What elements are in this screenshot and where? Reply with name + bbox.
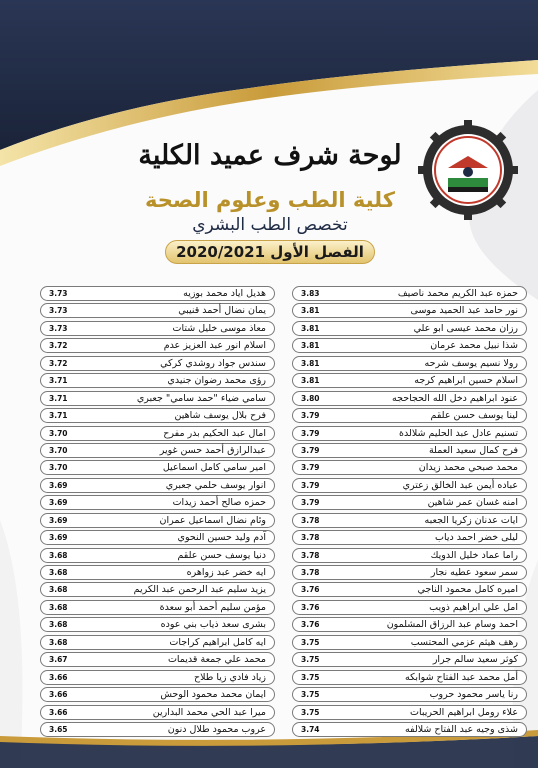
student-gpa: 3.80 xyxy=(301,393,320,403)
student-gpa: 3.71 xyxy=(49,411,68,421)
student-row xyxy=(40,705,275,720)
student-name: نور حامد عبد الحميد موسى xyxy=(410,305,518,317)
student-row xyxy=(40,356,275,371)
student-gpa: 3.79 xyxy=(301,411,320,421)
student-row xyxy=(292,391,527,406)
student-gpa: 3.78 xyxy=(301,515,320,525)
student-gpa: 3.73 xyxy=(49,289,68,298)
student-name: سندس جواد روشدي كركي xyxy=(160,357,266,369)
student-gpa: 3.72 xyxy=(49,341,68,351)
student-gpa: 3.72 xyxy=(49,358,68,368)
student-row xyxy=(40,687,275,702)
student-row xyxy=(40,652,275,667)
student-gpa: 3.81 xyxy=(301,376,320,386)
student-gpa: 3.78 xyxy=(301,550,320,560)
student-name: عروب محمود طلال دنون xyxy=(167,723,266,735)
student-name: عباده أيمن عبد الخالق زعتري xyxy=(402,479,518,491)
student-row xyxy=(292,565,527,580)
student-name: سامي ضياء "حمد سامي" جعبري xyxy=(136,392,266,404)
student-gpa: 3.69 xyxy=(49,533,68,543)
student-gpa: 3.74 xyxy=(301,724,320,734)
student-gpa: 3.68 xyxy=(49,550,68,560)
student-name: دنيا يوسف حسن علقم xyxy=(177,549,266,561)
student-name: ايمان محمد محمود الوحش xyxy=(160,689,266,701)
student-row xyxy=(40,478,275,493)
student-gpa: 3.70 xyxy=(49,428,68,438)
student-gpa: 3.79 xyxy=(301,498,320,508)
student-row xyxy=(292,617,527,632)
student-row xyxy=(40,286,275,301)
student-name: تسنيم عادل عبد الحليم شلالدة xyxy=(399,427,518,439)
student-name: احمد وسام عبد الرزاق المشلمون xyxy=(386,619,518,631)
college-name: كلية الطب وعلوم الصحة xyxy=(145,188,395,212)
page-title: لوحة شرف عميد الكلية xyxy=(138,140,402,171)
student-name: حمزه صالح أحمد زيدات xyxy=(172,497,266,509)
student-row xyxy=(40,373,275,388)
student-name: رؤى محمد رضوان جنيدي xyxy=(167,375,266,387)
student-row xyxy=(292,722,527,737)
student-row xyxy=(40,495,275,510)
student-row xyxy=(292,530,527,545)
student-name: مؤمن سليم أحمد أبو سعدة xyxy=(159,601,266,613)
student-gpa: 3.75 xyxy=(301,707,320,717)
student-row xyxy=(292,687,527,702)
student-name: محمد علي جمعة قديمات xyxy=(167,654,266,666)
specialization-name: تخصص الطب البشري xyxy=(192,215,348,235)
student-gpa: 3.79 xyxy=(301,480,320,490)
student-name: كوثر سعيد سالم جرار xyxy=(432,654,518,666)
semester-badge: الفصل الأول 2020/2021 xyxy=(165,240,375,264)
student-gpa: 3.81 xyxy=(301,341,320,351)
student-row xyxy=(292,495,527,510)
student-name: راما عماد خليل الدويك xyxy=(430,549,518,561)
student-row xyxy=(40,321,275,336)
honor-list-left-column xyxy=(40,286,275,739)
student-name: بشرى سعد ذياب بني عوده xyxy=(160,619,266,631)
student-row xyxy=(40,443,275,458)
honor-list-right-column xyxy=(292,286,527,739)
student-name: هديل اياد محمد بوزيه xyxy=(183,288,266,299)
student-row xyxy=(40,426,275,441)
student-gpa: 3.67 xyxy=(49,655,68,665)
student-name: رهف هيثم عزمي المحتسب xyxy=(410,636,518,648)
student-row xyxy=(40,513,275,528)
student-gpa: 3.75 xyxy=(301,672,320,682)
student-gpa: 3.79 xyxy=(301,445,320,455)
student-gpa: 3.66 xyxy=(49,672,68,682)
student-gpa: 3.73 xyxy=(49,323,68,333)
student-row xyxy=(292,513,527,528)
student-gpa: 3.70 xyxy=(49,463,68,473)
student-gpa: 3.83 xyxy=(301,289,320,298)
student-name: آدم وليد حسين النحوي xyxy=(177,532,266,544)
student-name: يزيد سليم عبد الرحمن عبد الكريم xyxy=(133,584,266,596)
student-row xyxy=(40,617,275,632)
student-gpa: 3.81 xyxy=(301,358,320,368)
student-name: رولا نسيم يوسف شرحه xyxy=(424,357,518,369)
student-row xyxy=(40,600,275,615)
student-gpa: 3.79 xyxy=(301,463,320,473)
student-gpa: 3.70 xyxy=(49,445,68,455)
student-name: عنود ابراهيم دخل الله الحجاحجه xyxy=(392,392,518,404)
student-name: ليلى خضر احمد دياب xyxy=(435,532,518,544)
student-gpa: 3.76 xyxy=(301,602,320,612)
student-row xyxy=(292,338,527,353)
student-name: عبدالرازق أحمد حسن غوير xyxy=(159,444,266,456)
student-row xyxy=(292,408,527,423)
student-name: يمان نضال أحمد قنيبي xyxy=(178,305,266,317)
student-gpa: 3.75 xyxy=(301,655,320,665)
student-gpa: 3.69 xyxy=(49,498,68,508)
student-row xyxy=(292,670,527,685)
student-name: انوار يوسف حلمي جعبري xyxy=(165,479,266,491)
student-gpa: 3.66 xyxy=(49,690,68,700)
student-row xyxy=(40,338,275,353)
student-gpa: 3.69 xyxy=(49,515,68,525)
student-name: محمد صبحي محمد زيدان xyxy=(418,462,518,474)
student-gpa: 3.75 xyxy=(301,690,320,700)
student-gpa: 3.79 xyxy=(301,428,320,438)
student-row xyxy=(292,286,527,301)
student-name: اسلام انور عبد العزيز عدم xyxy=(163,340,266,352)
student-row xyxy=(292,548,527,563)
student-name: ميرا عبد الحي محمد البدارين xyxy=(152,706,266,718)
student-name: ايات عدنان زكريا الجعبه xyxy=(424,514,518,526)
student-gpa: 3.68 xyxy=(49,620,68,630)
student-row xyxy=(40,460,275,475)
student-name: ايه خضر عبد زواهره xyxy=(186,567,266,578)
student-name: امير سامي كامل اسماعيل xyxy=(162,462,266,474)
student-gpa: 3.65 xyxy=(49,724,68,734)
student-row xyxy=(40,582,275,597)
student-name: علاء رومل ابراهيم الحريبات xyxy=(410,706,518,718)
student-row xyxy=(40,565,275,580)
student-name: سمر سعود عطيه نجار xyxy=(430,567,518,578)
student-name: معاذ موسى خليل شتات xyxy=(172,322,266,334)
student-name: فرح كمال سعيد العملة xyxy=(428,444,518,456)
student-gpa: 3.81 xyxy=(301,323,320,333)
student-row xyxy=(292,426,527,441)
student-name: رنا ياسر محمود حروب xyxy=(429,689,518,701)
student-row xyxy=(292,373,527,388)
student-gpa: 3.75 xyxy=(301,637,320,647)
student-row xyxy=(292,478,527,493)
student-row xyxy=(292,443,527,458)
student-name: شذى وجيه عبد الفتاح شلالفه xyxy=(404,723,518,735)
student-name: ايه كامل ابراهيم كراجات xyxy=(169,636,266,648)
student-row xyxy=(40,530,275,545)
student-name: امنه غسان عمر شاهين xyxy=(427,497,518,509)
student-row xyxy=(292,356,527,371)
student-row xyxy=(292,652,527,667)
student-gpa: 3.76 xyxy=(301,585,320,595)
student-row xyxy=(292,600,527,615)
student-gpa: 3.69 xyxy=(49,480,68,490)
student-gpa: 3.68 xyxy=(49,602,68,612)
student-name: امل علي ابراهيم ذويب xyxy=(429,601,518,613)
student-name: اميره كامل محمود الناجي xyxy=(417,584,518,596)
student-row xyxy=(292,705,527,720)
student-row xyxy=(40,722,275,737)
student-row xyxy=(292,303,527,318)
student-name: أمل محمد عبد الفتاح شوابكه xyxy=(405,671,518,683)
student-name: حمزه عبد الكريم محمد ناصيف xyxy=(397,288,518,299)
student-gpa: 3.68 xyxy=(49,637,68,647)
student-row xyxy=(292,321,527,336)
student-name: فرح بلال يوسف شاهين xyxy=(174,410,266,422)
student-name: شذا نبيل محمد عرمان xyxy=(430,340,518,352)
student-gpa: 3.78 xyxy=(301,568,320,577)
student-name: وئام نضال اسماعيل عمران xyxy=(159,514,266,526)
student-name: اسلام حسين ابراهيم كرجه xyxy=(414,375,518,387)
student-row xyxy=(40,391,275,406)
student-row xyxy=(40,548,275,563)
student-gpa: 3.78 xyxy=(301,533,320,543)
student-row xyxy=(40,303,275,318)
student-row xyxy=(40,670,275,685)
student-row xyxy=(292,635,527,650)
student-gpa: 3.73 xyxy=(49,306,68,316)
student-row xyxy=(292,582,527,597)
student-name: لينا يوسف حسن علقم xyxy=(430,410,518,422)
student-name: امال عبد الحكيم بدر مفرح xyxy=(163,427,266,439)
student-row xyxy=(40,635,275,650)
university-seal-gear-icon xyxy=(418,120,518,220)
student-gpa: 3.71 xyxy=(49,376,68,386)
student-gpa: 3.68 xyxy=(49,568,68,577)
student-row xyxy=(292,460,527,475)
student-gpa: 3.66 xyxy=(49,707,68,717)
student-gpa: 3.81 xyxy=(301,306,320,316)
student-name: زياد فادي زيا طلاح xyxy=(193,671,266,683)
student-gpa: 3.76 xyxy=(301,620,320,630)
student-name: رزان محمد عيسى ابو علي xyxy=(413,322,518,334)
student-gpa: 3.71 xyxy=(49,393,68,403)
student-gpa: 3.68 xyxy=(49,585,68,595)
student-row xyxy=(40,408,275,423)
